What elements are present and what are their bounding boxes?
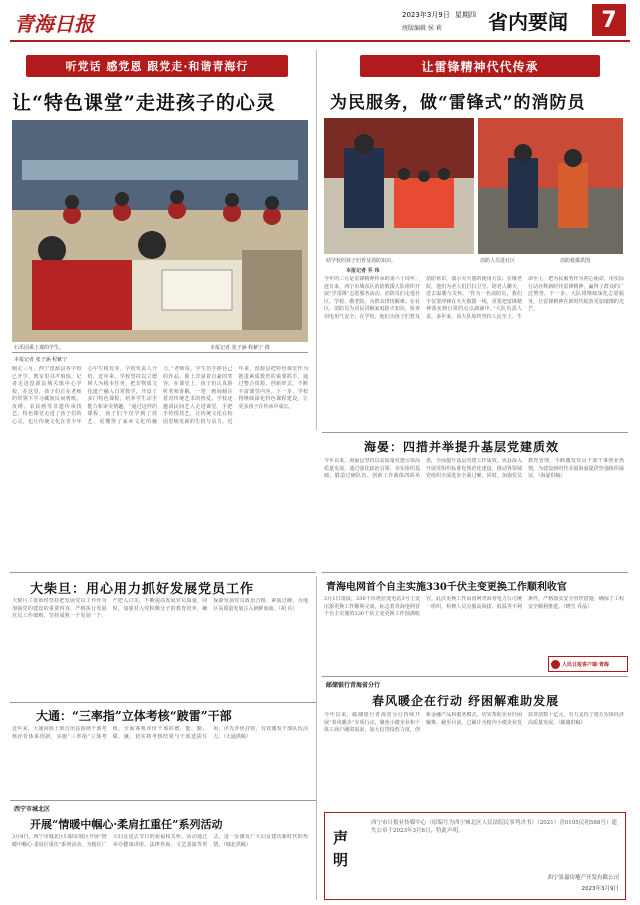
peoples-daily-icon xyxy=(551,660,560,669)
notice-signer: 西宁景嘉房地产开发有限公司 xyxy=(547,875,619,881)
left-byline: 本报记者 张子涵 程紫宁 xyxy=(14,357,68,363)
right-photo-right-caption: 消防人员进社区 xyxy=(480,258,516,264)
datong-body: 近年来，大通回族土族自治县围绕干部考核评价体系创新，实施“三率指”立体考核，全面客观评价干部的德、能、勤、绩、廉，切实将考核结果与干部选拔任用、评先评优挂钩，有效激发干部队伍活力。（大通供稿） xyxy=(12,726,308,740)
left-rule-2 xyxy=(10,702,316,703)
right-body: 今年的三月是雷锋精神传承的第六十周年。连日来，西宁市城东区消防救援大队组织开展“学雷锋”志愿服务活动，消防员们走进社区、学校、敬老院，为群众排忧解难。在社区，消防员为居民讲解家庭防火知识，检查用电用气安全；在学校，他们为孩子们普及消防常识，演示灭火器的使用方法；在敬老院，他们为老人们打扫卫生、陪老人聊天，送去温暖与关怀。“作为一名消防员，我们不仅要冲锋在灭火救援一线，更要把雷锋精神落实到日常的点点滴滴中。”大队负责人说。多年来，该大队始终坚持人民至上、生命至上，把为民服务作为初心使命，用实际行动诠释新时代雷锋精神，赢得了群众的广泛赞誉。下一步，大队将继续深化志愿服务，让雷锋精神在新时代绽放更加璀璨的光芒。 xyxy=(324,276,624,320)
right-rule-1 xyxy=(322,432,628,433)
peoples-daily-label: 人民日报客户端·青海 xyxy=(562,661,609,668)
postal-section-label: 邮储银行青海省分行 xyxy=(326,682,381,689)
left-headline: 让“特色课堂”走进孩子的心灵 xyxy=(12,92,276,114)
right-photo-left-credit: 本报记者 乔 玮 xyxy=(346,268,380,274)
haiyan-body: 今年以来，海晏县坚持以高质量党建引领高质量发展，通过强化政治引领、夯实组织基础、锻造过硬队伍、创新工作载体四项举措，全面提升基层党建工作质效。该县深入开展党组织标准化规范化建设，推动各领域党组织全面进步全面过硬。同时，加强党员教育管理，不断激发党员干部干事创业热情，为建设新时代幸福海晏提供坚强组织保证。（海晏供稿） xyxy=(324,458,624,479)
fireman-community-photo xyxy=(478,118,623,254)
notice-body: 西宁市日报业传媒中心（原编号为西宁城北区人民法院民事判决书）（2021）青0105民初588号）遗失公章于2023年3月8日，特此声明。 xyxy=(371,820,617,834)
date-text: 2023年3月9日 xyxy=(402,11,450,19)
datong-headline: 大通：“三率指”立体考核“跛雷”干部 xyxy=(36,709,232,723)
right-photo-left-caption: 助学校的孩子们普及消防知识。 xyxy=(326,258,397,264)
dachaidan-headline: 大柴旦：用心用力抓好发展党员工作 xyxy=(30,582,255,597)
section-title: 省内要闻 xyxy=(488,10,568,34)
electric-headline: 青海电网首个自主实施330千伏主变更换工作顺利收官 xyxy=(326,582,567,593)
logo: 青海日报 xyxy=(14,12,94,36)
editor-line: 统版编辑 侯 莉 xyxy=(402,25,442,32)
left-photo-caption: 石乐园乘上课的学生。 xyxy=(14,345,65,351)
left-rule-mid xyxy=(10,572,316,573)
right-banner: 让雷锋精神代代传承 xyxy=(360,55,600,77)
notice-date: 2023年3月9日 xyxy=(581,886,619,892)
xining-headline: 开展“情暖中帼心·柔肩扛重任”系列活动 xyxy=(30,818,223,831)
postal-body: 今年以来，邮储银行青海省分行持续开展“春风暖企”专项行动，聚焦小微企业和个体工商户融资需求，加大信贷投放力度，创新金融产品和服务模式，切实帮助企业纾困解难。截至目前，已累计为辖内小微企业发放贷款数十亿元，有力支持了地方实体经济高质量发展。（邮储供稿） xyxy=(324,712,624,733)
xining-section-label: 西宁市城北区 xyxy=(14,806,51,813)
postal-headline: 春风暖企在行动 纾困解难助发展 xyxy=(372,694,560,708)
right-rule-3 xyxy=(322,676,628,677)
right-rule-2 xyxy=(322,572,628,573)
bottom-divider xyxy=(316,576,317,900)
peoples-daily-badge xyxy=(548,656,628,672)
dachaidan-body: 大柴旦工委始终坚持把发展党员工作作为加强党的建设的重要内容，严格执行发展党员工作细则，坚持成熟一个发展一个，严把入口关，不断提高发展党员质量。同时，加强对入党积极分子的教育培养，确保新发展党员政治合格、素质过硬，为地区高质量发展注入新鲜血液。（胡 兵） xyxy=(12,598,308,619)
masthead-rule xyxy=(10,40,630,42)
right-photo-right-credit: 消防救援供图 xyxy=(560,258,591,264)
fireman-school-photo xyxy=(324,118,474,254)
xining-body: 3月8日，西宁市城北区妇联在辖区开展“情暖中帼心·柔肩扛重任”系列活动，为辖区广大妇女送去节日的祝福和关怀。活动通过举办健康讲座、法律咨询、文艺表演等形式，进一步激发广大妇女建功新时代的热情。（城北供稿） xyxy=(12,834,308,848)
issue-date xyxy=(402,10,476,20)
left-rule-3 xyxy=(10,800,316,801)
notice-box xyxy=(324,812,626,900)
haiyan-headline: 海晏：四措并举提升基层党建质效 xyxy=(364,440,560,454)
weekday-text: 星期四 xyxy=(454,11,476,19)
classroom-photo xyxy=(12,120,308,342)
notice-title: 声明 xyxy=(333,829,349,869)
left-banner: 听党话 感党恩 跟党走·和谐青海行 xyxy=(26,55,288,77)
left-body: 刚走三月，西宁湟源县各学校已开学，教室里书声琅琅。记者走进湟源县城关镇中心学校，在这里，孩子们正在老师的带领下学习藏族民间剪纸、皮绣、农民画等非遗传承技艺。特色课堂走进了孩子们的心灵，也让传统文化在青少年心中生根发芽。学校负责人介绍，近年来，学校坚持以立德树人为根本任务，把非物质文化遗产融入日常教学，开设了多门特色课程，培养学生动手能力和审美情趣。“通过这样的课程，孩子们不仅学到了技艺，更懂得了家乡文化的魅力。”老师说。学生们手捧自己的作品，脸上洋溢着自豪的笑容。在课堂上，孩子们认真聆听老师讲解，一笔一画间倾注着对传统艺术的热爱。学校还邀请民间艺人走进课堂，手把手传授技艺，让传统文化在校园里焕发新的生机与活力。近年来，湟源县把特色课堂作为推进素质教育的重要抓手，通过整合资源、创新形式，不断丰富课堂内容。下一步，学校将继续深化特色课程建设，让更多孩子在传承中成长。 xyxy=(12,366,308,425)
left-photo-credit: 本报记者 张子涵 程紫宁 摄 xyxy=(210,345,270,351)
center-divider xyxy=(316,50,317,430)
left-byline-rule xyxy=(12,352,308,353)
page-number: 7 xyxy=(592,4,626,36)
electric-body: 3月1日凌晨，330千伏塔拉变电站3号主变压器更换工作顺利完成，标志着青海电网首个自主实施的330千伏主变更换工作圆满收官。此次更换工作由国网青海省电力公司统一组织，检修人员克服高海拔、低温等不利条件，严格落实安全管控措施，确保了工程安全顺利推进。（晓雪 乔晶） xyxy=(324,596,624,617)
masthead xyxy=(0,0,640,40)
right-headline: 为民服务，做“雷锋式”的消防员 xyxy=(330,93,586,113)
